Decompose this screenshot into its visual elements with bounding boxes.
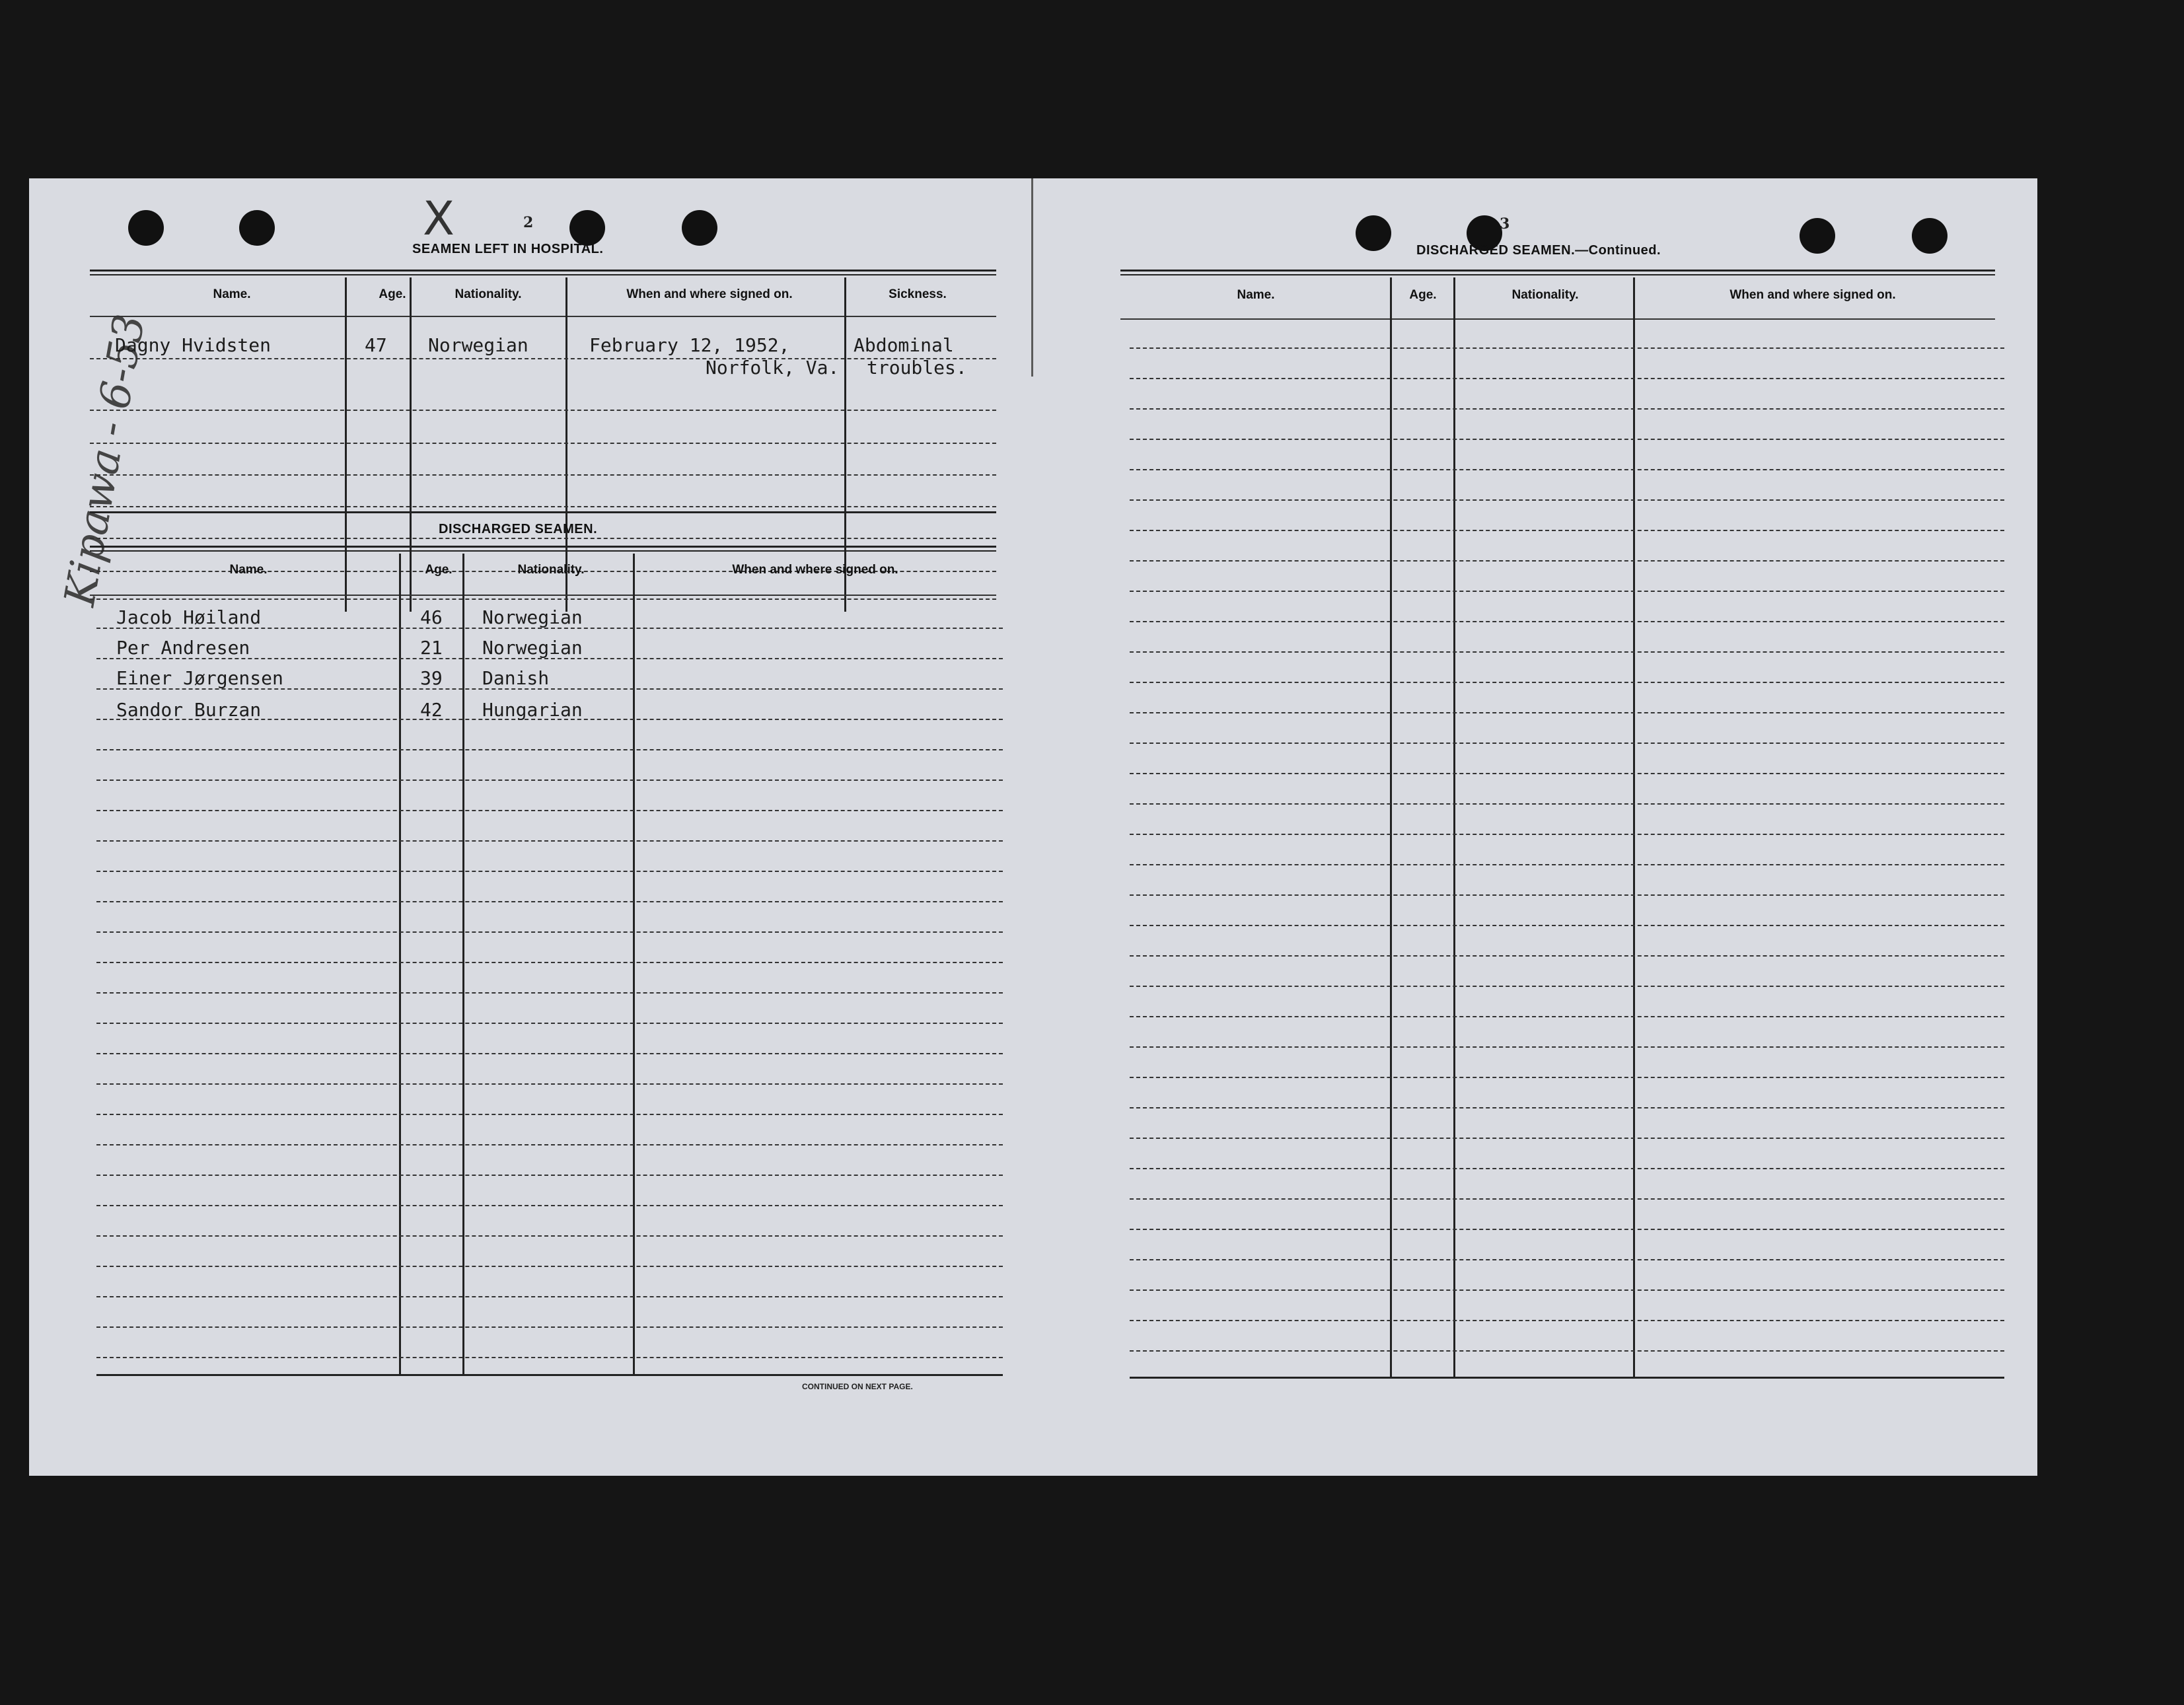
ruled-line [96, 1326, 1003, 1328]
discharged-section-title: DISCHARGED SEAMEN. [439, 522, 598, 536]
continued-note: CONTINUED ON NEXT PAGE. [802, 1382, 913, 1391]
ruled-line [1130, 1289, 2004, 1291]
ruled-line [96, 780, 1003, 781]
ruled-line [90, 538, 996, 539]
punch-hole [682, 210, 717, 246]
ruled-line [96, 1266, 1003, 1267]
discharged-top-rule [90, 546, 996, 552]
hospital-row-name: Dagny Hvidsten [115, 334, 272, 356]
table-top-rule [90, 270, 996, 275]
hospital-row-nationality: Norwegian [428, 334, 528, 356]
ruled-line [1130, 591, 2004, 592]
ruled-line [1130, 1320, 2004, 1321]
ruled-line [96, 1175, 1003, 1176]
discharged-row-age: 39 [420, 667, 443, 689]
hospital-row-signed-on-place: Norfolk, Va. [706, 357, 840, 379]
ruled-line [1130, 439, 2004, 440]
discharged-row-age: 46 [420, 606, 443, 628]
ruled-line [1130, 347, 2004, 349]
col-head-name: Name. [229, 563, 268, 577]
ruled-line [1130, 1198, 2004, 1200]
discharged-continued-title: DISCHARGED SEAMEN.—Continued. [1416, 243, 1661, 258]
document-sheet [29, 178, 2037, 1476]
ruled-line [1130, 1107, 2004, 1108]
table-bottom-rule [96, 1374, 1003, 1376]
ruled-line [96, 1023, 1003, 1024]
ruled-line [96, 1357, 1003, 1358]
ruled-line [1130, 925, 2004, 926]
punch-hole [569, 210, 605, 246]
ruled-line [1130, 1046, 2004, 1048]
ruled-line [1130, 803, 2004, 805]
col-head-age: Age. [1409, 288, 1437, 302]
col-head-name: Name. [1237, 288, 1275, 302]
ruled-line [1130, 1229, 2004, 1230]
col-head-age: Age. [425, 563, 453, 577]
discharged-row-nationality: Norwegian [482, 606, 583, 628]
ruled-line [1130, 894, 2004, 896]
column-divider [399, 554, 401, 1374]
column-divider [1390, 277, 1392, 1377]
discharged-row-age: 42 [420, 699, 443, 721]
ruled-line [1130, 378, 2004, 379]
handwritten-x-mark: X [423, 192, 455, 246]
col-head-signed-on: When and where signed on. [626, 287, 793, 301]
left-page [29, 178, 1033, 1476]
ruled-line [96, 931, 1003, 933]
discharged-row-name: Jacob Høiland [116, 606, 262, 628]
ruled-line [96, 1235, 1003, 1237]
ruled-line [1130, 955, 2004, 957]
ruled-line [96, 840, 1003, 842]
ruled-line [1130, 1138, 2004, 1139]
discharged-row-name: Sandor Burzan [116, 699, 262, 721]
punch-hole [1912, 218, 1947, 254]
ruled-line [96, 1296, 1003, 1297]
ruled-line [90, 443, 996, 444]
col-head-name: Name. [213, 287, 251, 301]
ruled-line [1130, 712, 2004, 713]
ruled-line [1130, 621, 2004, 622]
discharged-row-nationality: Danish [482, 667, 550, 689]
column-divider [633, 554, 635, 1374]
header-underline [90, 595, 996, 596]
ruled-line [90, 410, 996, 411]
discharged-row-age: 21 [420, 637, 443, 659]
column-divider [1453, 277, 1455, 1377]
ruled-line [1130, 560, 2004, 562]
right-page [1033, 178, 2037, 1476]
hospital-row-signed-on: February 12, 1952, [589, 334, 790, 356]
ruled-line [1130, 1077, 2004, 1078]
ruled-line [1130, 682, 2004, 683]
punch-hole [239, 210, 275, 246]
table-bottom-rule [1130, 1377, 2004, 1379]
ruled-line [96, 1144, 1003, 1145]
ruled-line [96, 1053, 1003, 1054]
ruled-line [1130, 530, 2004, 531]
ruled-line [96, 749, 1003, 750]
ruled-line [1130, 1350, 2004, 1352]
ruled-line [1130, 834, 2004, 835]
ruled-line [1130, 773, 2004, 774]
punch-hole [128, 210, 164, 246]
col-head-nationality: Nationality. [517, 563, 585, 577]
ruled-line [96, 1083, 1003, 1085]
ruled-line [1130, 1168, 2004, 1169]
ruled-line [90, 599, 996, 600]
ruled-line [96, 901, 1003, 902]
col-head-sickness: Sickness. [889, 287, 947, 301]
ruled-line [90, 358, 996, 359]
ruled-line [1130, 408, 2004, 410]
column-divider [565, 277, 567, 612]
ruled-line [1130, 986, 2004, 987]
hospital-section-title: SEAMEN LEFT IN HOSPITAL. [412, 242, 604, 256]
col-head-nationality: Nationality. [455, 287, 522, 301]
ruled-line [1130, 499, 2004, 501]
ruled-line [96, 871, 1003, 872]
col-head-signed-on: When and where signed on. [1729, 288, 1896, 302]
discharged-row-name: Per Andresen [116, 637, 250, 659]
ruled-line [96, 1114, 1003, 1115]
hospital-row-sickness-cont: troubles. [867, 357, 967, 379]
ruled-line [96, 810, 1003, 811]
ruled-line [90, 474, 996, 476]
ruled-line [1130, 1016, 2004, 1017]
ruled-line [1130, 864, 2004, 865]
ruled-line [1130, 469, 2004, 470]
column-divider [345, 277, 347, 612]
page-number: 2 [523, 214, 534, 231]
page-number: 3 [1500, 215, 1510, 233]
column-divider [410, 277, 412, 612]
col-head-signed-on: When and where signed on. [732, 563, 898, 577]
ruled-line [96, 962, 1003, 963]
ruled-line [90, 506, 996, 507]
ruled-line [96, 992, 1003, 994]
header-underline [90, 316, 996, 317]
punch-hole [1356, 215, 1391, 251]
handwritten-margin-note: Kipawa - 6-53 [55, 310, 155, 610]
column-divider [844, 277, 846, 612]
ruled-line [1130, 651, 2004, 653]
punch-hole [1800, 218, 1835, 254]
discharged-row-nationality: Hungarian [482, 699, 583, 721]
hospital-table-bottom-rule [90, 511, 996, 513]
hospital-row-sickness: Abdominal [854, 334, 954, 356]
ruled-line [1130, 1259, 2004, 1260]
ruled-line [96, 1205, 1003, 1206]
column-divider [462, 554, 464, 1374]
table-top-rule [1120, 270, 1995, 275]
discharged-row-nationality: Norwegian [482, 637, 583, 659]
discharged-row-name: Einer Jørgensen [116, 667, 283, 689]
ruled-line [1130, 743, 2004, 744]
col-head-nationality: Nationality. [1511, 288, 1579, 302]
header-underline [1120, 318, 1995, 320]
hospital-row-age: 47 [365, 334, 387, 356]
column-divider [1633, 277, 1635, 1377]
col-head-age: Age. [379, 287, 406, 301]
